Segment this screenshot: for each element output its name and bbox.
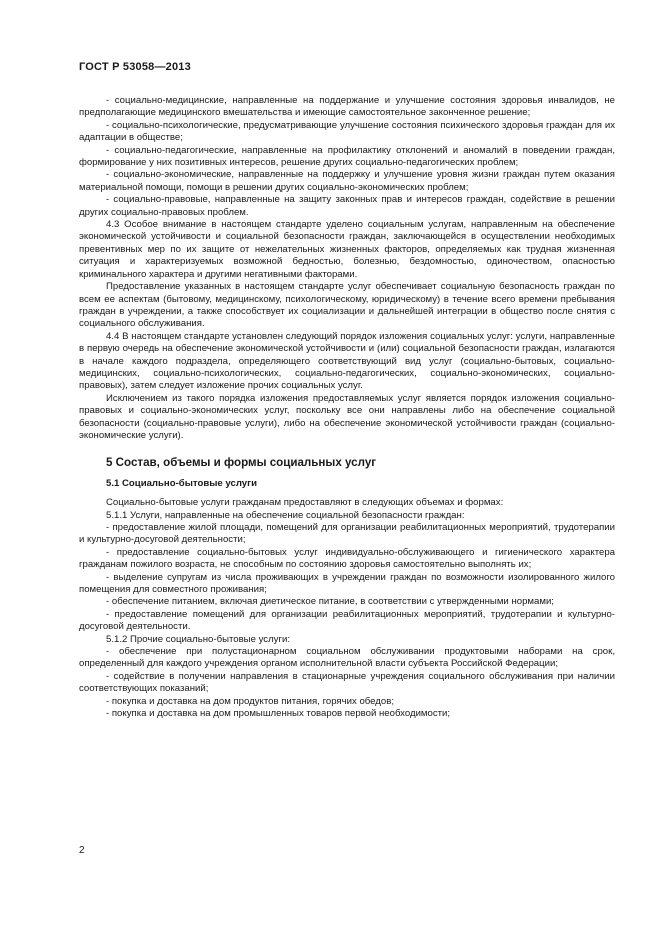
paragraph: - социально-экономические, направленные на поддержку и улучшение уровня жизни граждан путем оказания материальной помощи, помощи в решении других социально-экономических проблем;	[79, 169, 615, 193]
paragraph: Исключением из такого порядка изложения предоставляемых услуг является порядок изложения социально-правовых и социально-экономических услуг, поскольку все они направлены либо на обеспечение социальной безопасности (социально-правовые услуги), либо на обеспечение экономической устойчивости граждан (социально-экономические услуги).	[79, 392, 615, 441]
paragraph: - социально-педагогические, направленные на профилактику отклонений и аномалий в поведении граждан, формирование у них позитивных интересов, решение других социально-педагогических проблем;	[79, 144, 615, 169]
paragraph: - предоставление жилой площади, помещений для организации реабилитационных мероприятий, трудотерапии и культурно-досуговой деятельности;	[79, 522, 615, 546]
paragraph: - покупка и доставка на дом промышленных товаров первой необходимости;	[106, 708, 451, 720]
paragraph: Предоставление указанных в настоящем стандарте услуг обеспечивает социальную безопасность граждан по всем ее аспектам (бытовому, медицинскому, психологическому, юридическому) в течение всего времени пребывания граждан в учреждении, а также способствует их социализации и дальнейшей интеграции в общество после снятия с социального обслуживания.	[79, 281, 615, 330]
paragraph: - выделение супругам из числа проживающих в учреждении граждан по возможности изолированного жилого помещения для совместного проживания;	[79, 571, 615, 596]
paragraph: - социально-психологические, предусматривающие улучшение состояния психического здоровья граждан для их адаптации в обществе;	[79, 119, 615, 144]
paragraph: 5.1.2 Прочие социально-бытовые услуги:	[106, 633, 290, 645]
paragraph: 5.1.1 Услуги, направленные на обеспечение социальной безопасности граждан:	[106, 509, 465, 521]
paragraph: Социально-бытовые услуги гражданам предоставляют в следующих объемах и формах:	[106, 497, 504, 509]
paragraph: 4.3 Особое внимание в настоящем стандарте уделено социальным услугам, направленным на обеспечение экономической устойчивости и социальной безопасности граждан, заключающейся в осуществлении необходимых превентивных мер по их защите от нежелательных жизненных факторов, определяемых как трудная жизненная ситуация и характеризуемых возможной бедностью, болезнью, бездомностью, одиночеством, опасностью криминального характера и другими негативными факторами.	[79, 219, 615, 280]
paragraph: - обеспечение питанием, включая диетическое питание, в соответствии с утвержденными нормами;	[106, 596, 554, 608]
paragraph: - социально-медицинские, направленные на поддержание и улучшение состояния здоровья инвалидов, не предполагающие медицинского вмешательства и имеющие самостоятельное законченное решение;	[79, 95, 615, 119]
subsection-title: 5.1 Социально-бытовые услуги	[106, 477, 258, 489]
paragraph: - социально-правовые, направленные на защиту законных прав и интересов граждан, содействие в решении других социально-правовых проблем.	[79, 194, 615, 218]
document-code: ГОСТ Р 53058—2013	[79, 61, 191, 73]
page-content	[79, 95, 615, 721]
paragraph: - покупка и доставка на дом продуктов питания, горячих обедов;	[106, 695, 394, 707]
paragraph: - предоставление социально-бытовых услуг индивидуально-обслуживающего и гигиенического характера гражданам пожилого возраста, не способным по состоянию здоровья самостоятельно выполнять их;	[79, 546, 615, 571]
paragraph: - содействие в получении направления в стационарные учреждения социального обслуживания при наличии соответствующих показаний;	[79, 670, 615, 695]
paragraph: - предоставление помещений для организации реабилитационных мероприятий, трудотерапии и культурно-досуговой деятельности.	[79, 608, 615, 633]
page-number: 2	[79, 845, 85, 856]
paragraph: 4.4 В настоящем стандарте установлен следующий порядок изложения социальных услуг: услуги, направленные в первую очередь на обеспечение экономической устойчивости и (или) социальной безопасности граждан, излагаются в начале каждого подраздела, определяющего соответствующий вид услуг (социально-бытовых, социально-медицинских, социально-психологических, социально-педагогических, социально-экономических, социально-правовых), затем следует изложение прочих социальных услуг.	[79, 330, 615, 392]
paragraph: - обеспечение при полустационарном социальном обслуживании продуктовыми наборами на срок, определенный для каждого учреждения органом исполнительной власти субъекта Российской Федерации;	[79, 646, 615, 670]
section-title: 5 Состав, объемы и формы социальных услуг	[106, 456, 377, 470]
